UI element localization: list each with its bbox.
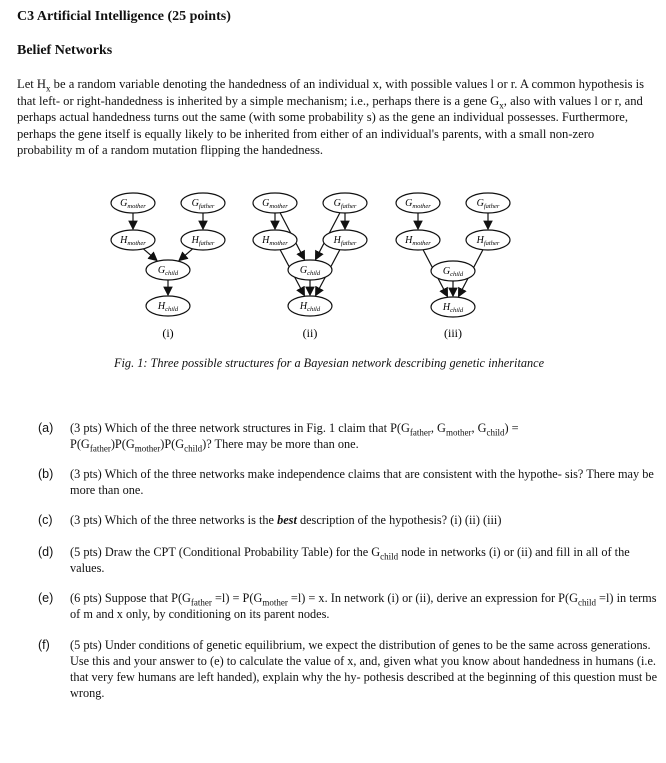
question-text: (3 pts) Which of the three network structures in Fig. 1 claim that $P(G_{father}$, $G_{mother}$, $G_{child}) = P(G_{father})P(G_{mother})P(G_{child})$? There may be more than one. — [70, 421, 519, 454]
node-g-mother — [111, 193, 155, 213]
network-edge — [179, 249, 193, 261]
question-f — [38, 637, 658, 703]
node-g-mother — [253, 193, 297, 213]
node-g-mother — [396, 193, 440, 213]
svg-text:Hmother: $H_{mother}$ — [120, 235, 146, 247]
question-b — [38, 466, 654, 500]
svg-text:Hfather: $H_{father}$ — [476, 235, 500, 247]
node-g-father — [323, 193, 367, 213]
svg-text:Hchild: $H_{child}$ — [299, 301, 321, 313]
question-d — [40, 544, 650, 578]
question-label: (c) — [38, 513, 53, 527]
svg-text:Gfather: $G_{father}$ — [476, 198, 500, 210]
node-h-mother — [253, 230, 297, 250]
node-h-mother — [396, 230, 440, 250]
node-g-father — [466, 193, 510, 213]
svg-text:Gfather: $G_{father}$ — [333, 198, 357, 210]
network-label: (iii) — [444, 326, 462, 340]
subsection-title: Belief Networks — [17, 43, 113, 58]
svg-text:Gchild: $G_{child}$ — [299, 265, 321, 277]
network-label: (ii) — [302, 326, 318, 340]
question-a — [40, 420, 650, 454]
svg-text:Gmother: $G_{mother}$ — [405, 198, 431, 210]
node-h-child — [146, 296, 190, 316]
svg-text:Gchild: $G_{child}$ — [157, 265, 179, 277]
svg-text:Gfather: $G_{father}$ — [191, 198, 215, 210]
question-label: (d) — [38, 545, 54, 559]
question-e — [38, 590, 657, 624]
question-label: (e) — [38, 591, 54, 605]
question-label: (b) — [38, 467, 54, 481]
question-text: (5 pts) Under conditions of genetic equilibrium, we expect the distribution of genes to be the same across generations. Use this and your answer to (e) to calculate the value of x, and, given what you know about handedness in humans (i.e. that very few humans are left handed), explain why the hy- pothesis described at the beginning of this question must be wrong. — [70, 638, 658, 700]
svg-text:Hmother: $H_{mother}$ — [405, 235, 431, 247]
svg-text:Hmother: $H_{mother}$ — [262, 235, 288, 247]
node-h-father — [181, 230, 225, 250]
node-h-father — [323, 230, 367, 250]
network-label: (i) — [162, 326, 174, 340]
node-g-father — [181, 193, 225, 213]
svg-text:Hfather: $H_{father}$ — [333, 235, 357, 247]
question-text: (3 pts) Which of the three networks is the best description of the hypothesis? (i) (ii) (iii) — [70, 513, 502, 527]
svg-text:Gchild: $G_{child}$ — [442, 266, 464, 278]
intro-paragraph: Let $H_x$ be a random variable denoting the handedness of an individual x, with possible values l or r. A common hypothesis is that left- or right-handedness is inherited by a simple mechanism; i.e., perhaps there is a gene $G_x$, also with values l or r, and perhaps actual handedness turns out the same (with some probability s) as the gene an individual possesses. Furthermore, perhaps the gene itself is equally likely to be inherited from either of an individual's parents, with a small non-zero probability m of a random mutation flipping the handedness. — [17, 77, 645, 157]
bayes-net-figure — [95, 185, 555, 345]
node-h-child — [431, 297, 475, 317]
question-text: (3 pts) Which of the three networks make independence claims that are consistent with the hypothe- sis? There may be more than one. — [70, 467, 654, 497]
question-label: (f) — [38, 638, 50, 652]
node-h-child — [288, 296, 332, 316]
question-text: (6 pts) Suppose that $P(G_{father} =l) = P(G_{mother} =l) = x$. In network (i) or (ii), derive an expression for $P(G_{child} =l)$ in terms of m and x only, by conditioning on its parent nodes. — [70, 591, 657, 621]
question-label: (a) — [38, 421, 54, 435]
node-h-mother — [111, 230, 155, 250]
node-g-child — [288, 260, 332, 280]
network-edge — [143, 249, 157, 261]
svg-text:Gmother: $G_{mother}$ — [120, 198, 146, 210]
svg-text:Hfather: $H_{father}$ — [191, 235, 215, 247]
svg-text:Hchild: $H_{child}$ — [442, 302, 464, 314]
svg-text:Gmother: $G_{mother}$ — [262, 198, 288, 210]
question-text: (5 pts) Draw the CPT (Conditional Probability Table) for the $G_{child}$ node in networks (i) or (ii) and fill in all of the values. — [70, 545, 630, 575]
node-h-father — [466, 230, 510, 250]
section-title: C3 Artificial Intelligence (25 points) — [17, 9, 231, 24]
figure-caption: Fig. 1: Three possible structures for a Bayesian network describing genetic inheritance — [114, 356, 545, 370]
node-g-child — [146, 260, 190, 280]
node-g-child — [431, 261, 475, 281]
question-c — [40, 512, 650, 530]
svg-text:Hchild: $H_{child}$ — [157, 301, 179, 313]
